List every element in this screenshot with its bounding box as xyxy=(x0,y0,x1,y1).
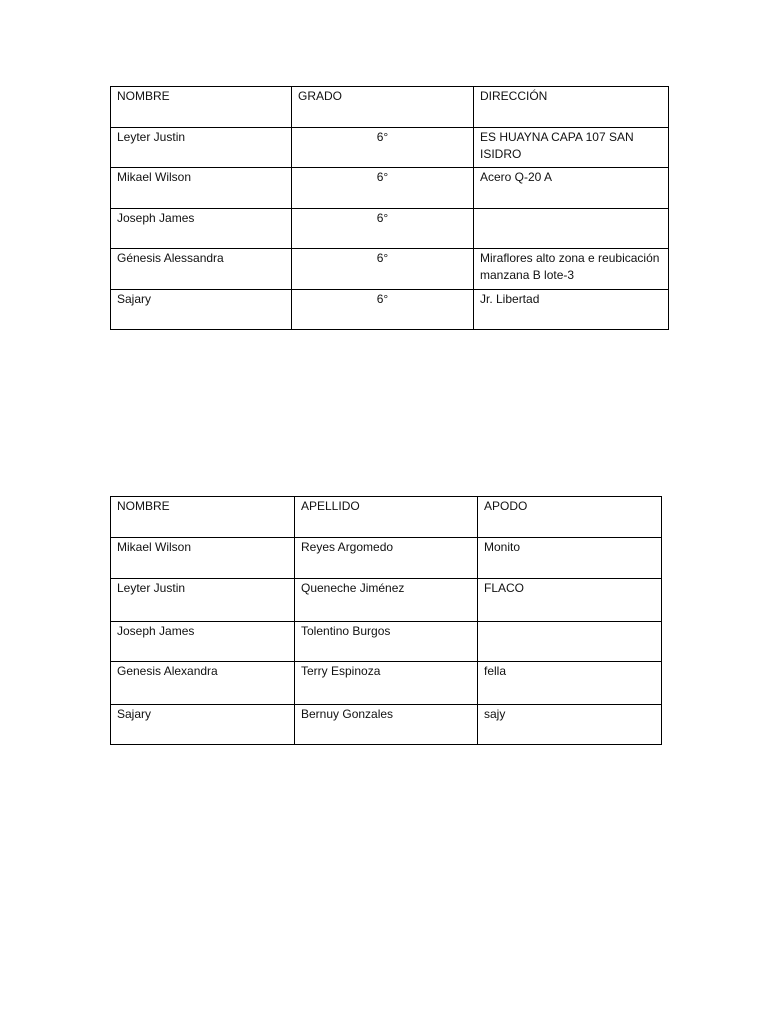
cell-nombre: Sajary xyxy=(111,290,292,330)
table-row xyxy=(111,249,669,290)
cell-nombre: Sajary xyxy=(111,705,295,745)
table-header-row xyxy=(111,497,662,538)
cell-nombre: Mikael Wilson xyxy=(111,538,295,579)
cell-apellido: Tolentino Burgos xyxy=(295,622,478,662)
cell-grado: 6° xyxy=(292,249,474,290)
table-row xyxy=(111,538,662,579)
table-row xyxy=(111,128,669,168)
students-grade-table xyxy=(110,86,669,330)
cell-apodo xyxy=(478,622,662,662)
cell-nombre: Joseph James xyxy=(111,622,295,662)
header-direccion: DIRECCIÓN xyxy=(474,87,669,128)
table-row xyxy=(111,209,669,249)
cell-direccion: ES HUAYNA CAPA 107 SAN ISIDRO xyxy=(474,128,669,168)
cell-grado: 6° xyxy=(292,290,474,330)
cell-apellido: Bernuy Gonzales xyxy=(295,705,478,745)
cell-nombre: Leyter Justin xyxy=(111,579,295,622)
table-row xyxy=(111,705,662,745)
cell-apellido: Terry Espinoza xyxy=(295,662,478,705)
table-header-row xyxy=(111,87,669,128)
students-nickname-table xyxy=(110,496,662,745)
cell-direccion: Acero Q-20 A xyxy=(474,168,669,209)
cell-nombre: Mikael Wilson xyxy=(111,168,292,209)
table-row xyxy=(111,662,662,705)
header-nombre: NOMBRE xyxy=(111,497,295,538)
cell-nombre: Génesis Alessandra xyxy=(111,249,292,290)
header-apellido: APELLIDO xyxy=(295,497,478,538)
cell-grado: 6° xyxy=(292,168,474,209)
header-nombre: NOMBRE xyxy=(111,87,292,128)
cell-direccion: Jr. Libertad xyxy=(474,290,669,330)
table-row xyxy=(111,290,669,330)
cell-direccion xyxy=(474,209,669,249)
cell-nombre: Genesis Alexandra xyxy=(111,662,295,705)
header-grado: GRADO xyxy=(292,87,474,128)
cell-apellido: Reyes Argomedo xyxy=(295,538,478,579)
table-row xyxy=(111,168,669,209)
table-row xyxy=(111,579,662,622)
table-row xyxy=(111,622,662,662)
cell-apodo: fella xyxy=(478,662,662,705)
header-apodo: APODO xyxy=(478,497,662,538)
cell-grado: 6° xyxy=(292,209,474,249)
cell-direccion: Miraflores alto zona e reubicación manzana B lote-3 xyxy=(474,249,669,290)
cell-apodo: Monito xyxy=(478,538,662,579)
cell-nombre: Joseph James xyxy=(111,209,292,249)
cell-nombre: Leyter Justin xyxy=(111,128,292,168)
cell-grado: 6° xyxy=(292,128,474,168)
cell-apodo: FLACO xyxy=(478,579,662,622)
cell-apodo: sajy xyxy=(478,705,662,745)
cell-apellido: Queneche Jiménez xyxy=(295,579,478,622)
